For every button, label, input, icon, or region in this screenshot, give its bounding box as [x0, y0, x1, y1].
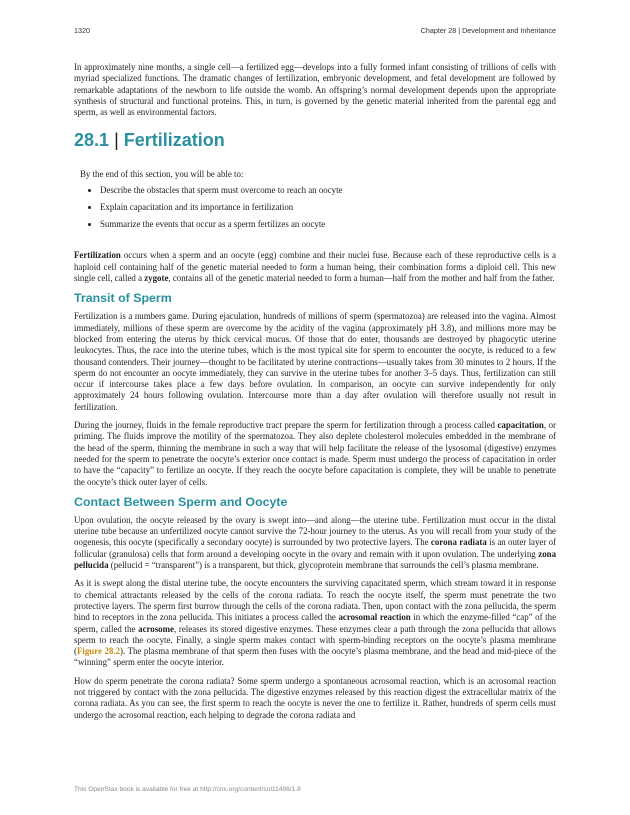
page-number: 1320: [74, 26, 90, 35]
page-footer: This OpenStax book is available for free at http://cnx.org/content/col11496/1.8: [74, 786, 301, 793]
term-acrosomal-reaction: acrosomal reaction: [338, 612, 411, 623]
running-header: [74, 26, 556, 35]
contact-paragraph-3: How do sperm penetrate the corona radiata? Some sperm undergo a spontaneous acrosomal reaction, which is an acrosomal reaction not triggered by contact with the zona pellucida. The digestive enzymes released by this reaction digest the extracellular matrix of the corona radiata. As you can see, the first sperm to reach the oocyte is never the one to fertilize it. Rather, hundreds of sperm cells must undergo the acrosomal reaction, each helping to degrade the corona radiata and: [74, 675, 556, 720]
contact-paragraph-2: [74, 578, 556, 668]
term-corona-radiata: corona radiata: [430, 537, 487, 548]
transit-paragraph-2: [74, 420, 556, 488]
subheading-contact: Contact Between Sperm and Oocyte: [74, 494, 288, 509]
subheading-transit-of-sperm: Transit of Sperm: [74, 291, 172, 306]
page-content: [74, 62, 556, 728]
term-acrosome: acrosome: [138, 623, 174, 634]
section-separator: |: [114, 130, 119, 151]
objective-item: • Explain capacitation and its importance in fertilization: [100, 202, 556, 213]
contact-paragraph-1: [74, 515, 556, 571]
paragraph-text: Upon ovulation, the oocyte released by the ovary is swept into—and along—the uterine tube. Fertilization must occur in the distal uterine tube because an unfertilized oocyte cannot survive the 72-hour journey to the uterus. As you will recall from your study of the oogenesis, this oocyte (specifically a secondary oocyte) is surrounded by two protective layers. The: [74, 514, 556, 548]
objectives-intro: By the end of this section, you will be able to:: [80, 169, 244, 180]
section-title: Fertilization: [123, 130, 225, 151]
term-fertilization: Fertilization: [74, 250, 121, 261]
term-zygote: zygote: [144, 273, 169, 284]
term-zona-pellucida: zona pellucida: [74, 548, 556, 571]
paragraph-text: , contains all of the genetic material needed to form a human—half from the mother and half from the father.: [168, 273, 555, 284]
objective-item: • Summarize the events that occur as a sperm fertilizes an oocyte: [100, 219, 556, 230]
paragraph-text: ). The plasma membrane of that sperm then fuses with the oocyte’s plasma membrane, and the head and mid-piece of the “winning” sperm enter the oocyte interior.: [74, 646, 556, 668]
section-number: 28.1: [74, 130, 110, 151]
learning-objectives: [80, 169, 556, 230]
chapter-title: Chapter 28 | Development and Inheritance: [420, 26, 556, 35]
paragraph-text: As it is swept along the distal uterine tube, the oocyte encounters the surviving capacitated sperm, which stream toward it in response to chemical attractants released by the cells of the corona radiata. To reach the oocyte itself, the sperm must penetrate the two protective layers. The sperm first burrow through the cells of the corona radiata. Then, upon contact with the zona pellucida, the sperm bind to receptors in the zona pellucida. This initiates a process called the: [74, 578, 556, 623]
paragraph-text: occurs when a sperm and an oocyte (egg) combine and their nuclei fuse. Because each of these reproductive cells is a haploid cell containing half of the genetic material needed to form a human being, their combination forms a diploid cell. This new single cell, called a: [74, 250, 556, 284]
paragraph-text: in which the enzyme-filled “cap” of the sperm, called the: [74, 612, 557, 634]
paragraph-text: (pellucid = “transparent”) is a transparent, but thick, glycoprotein membrane that surrounds the cell’s plasma membrane.: [108, 560, 539, 571]
objectives-list: [80, 185, 556, 230]
paragraph-text: , or priming. The fluids improve the motility of the spermatozoa. They also deplete cholesterol molecules embedded in the membrane of the head of the sperm, thinning the membrane in such a way that will help facilitate the release of the lysosomal (digestive) enzymes needed for the sperm to penetrate the oocyte’s exterior once contact is made. Sperm must undergo the process of capacitation in order to have the “capacity” to fertilize an oocyte. If they reach the oocyte before capacitation is complete, they will be unable to penetrate the oocyte’s thick outer layer of cells.: [74, 420, 556, 487]
figure-link[interactable]: Figure 28.2: [76, 646, 121, 657]
section-heading: [74, 129, 556, 151]
objective-item: • Describe the obstacles that sperm must overcome to reach an oocyte: [100, 185, 556, 196]
term-capacitation: capacitation: [497, 420, 544, 431]
paragraph-text: During the journey, fluids in the female reproductive tract prepare the sperm for fertilization through a process called: [74, 420, 498, 431]
transit-paragraph-1: Fertilization is a numbers game. During ejaculation, hundreds of millions of sperm (spermatozoa) are released into the vagina. Almost immediately, millions of these sperm are overcome by the acidity of the vagina (approximately pH 3.8), and millions more may be blocked from entering the uterus by thick cervical mucus. Of those that do enter, thousands are destroyed by phagocytic uterine leukocytes. Thus, the race into the uterine tubes, which is the most typical site for sperm to encounter the oocyte, is reduced to a few thousand contenders. Their journey—thought to be facilitated by uterine contractions—usually takes from 30 minutes to 2 hours. If the sperm do not encounter an oocyte immediately, they can survive in the uterine tubes for another 3–5 days. Thus, fertilization can still occur if intercourse takes place a few days before ovulation. In comparison, an oocyte can survive independently for only approximately 24 hours following ovulation. Intercourse more than a day after ovulation will therefore usually not result in fertilization.: [74, 311, 556, 412]
intro-paragraph: In approximately nine months, a single cell—a fertilized egg—develops into a fully formed infant consisting of trillions of cells with myriad specialized functions. The dramatic changes of fertilization, embryonic development, and fetal development are followed by remarkable adaptations of the newborn to life outside the womb. An offspring’s normal development depends upon the appropriate synthesis of structural and functional proteins. This, in turn, is governed by the genetic material inherited from the parental egg and sperm, as well as environmental factors.: [74, 62, 556, 118]
paragraph-text: , releases its stored digestive enzymes. These enzymes clear a path through the zona pellucida that allows sperm to reach the oocyte. Finally, a single sperm makes contact with sperm-binding receptors on the oocyte’s plasma membrane (: [74, 623, 557, 657]
fertilization-paragraph: [74, 250, 556, 284]
paragraph-text: is an outer layer of follicular (granulosa) cells that form around a developing oocyte in the ovary and remain with it upon ovulation. The underlying: [74, 537, 556, 559]
